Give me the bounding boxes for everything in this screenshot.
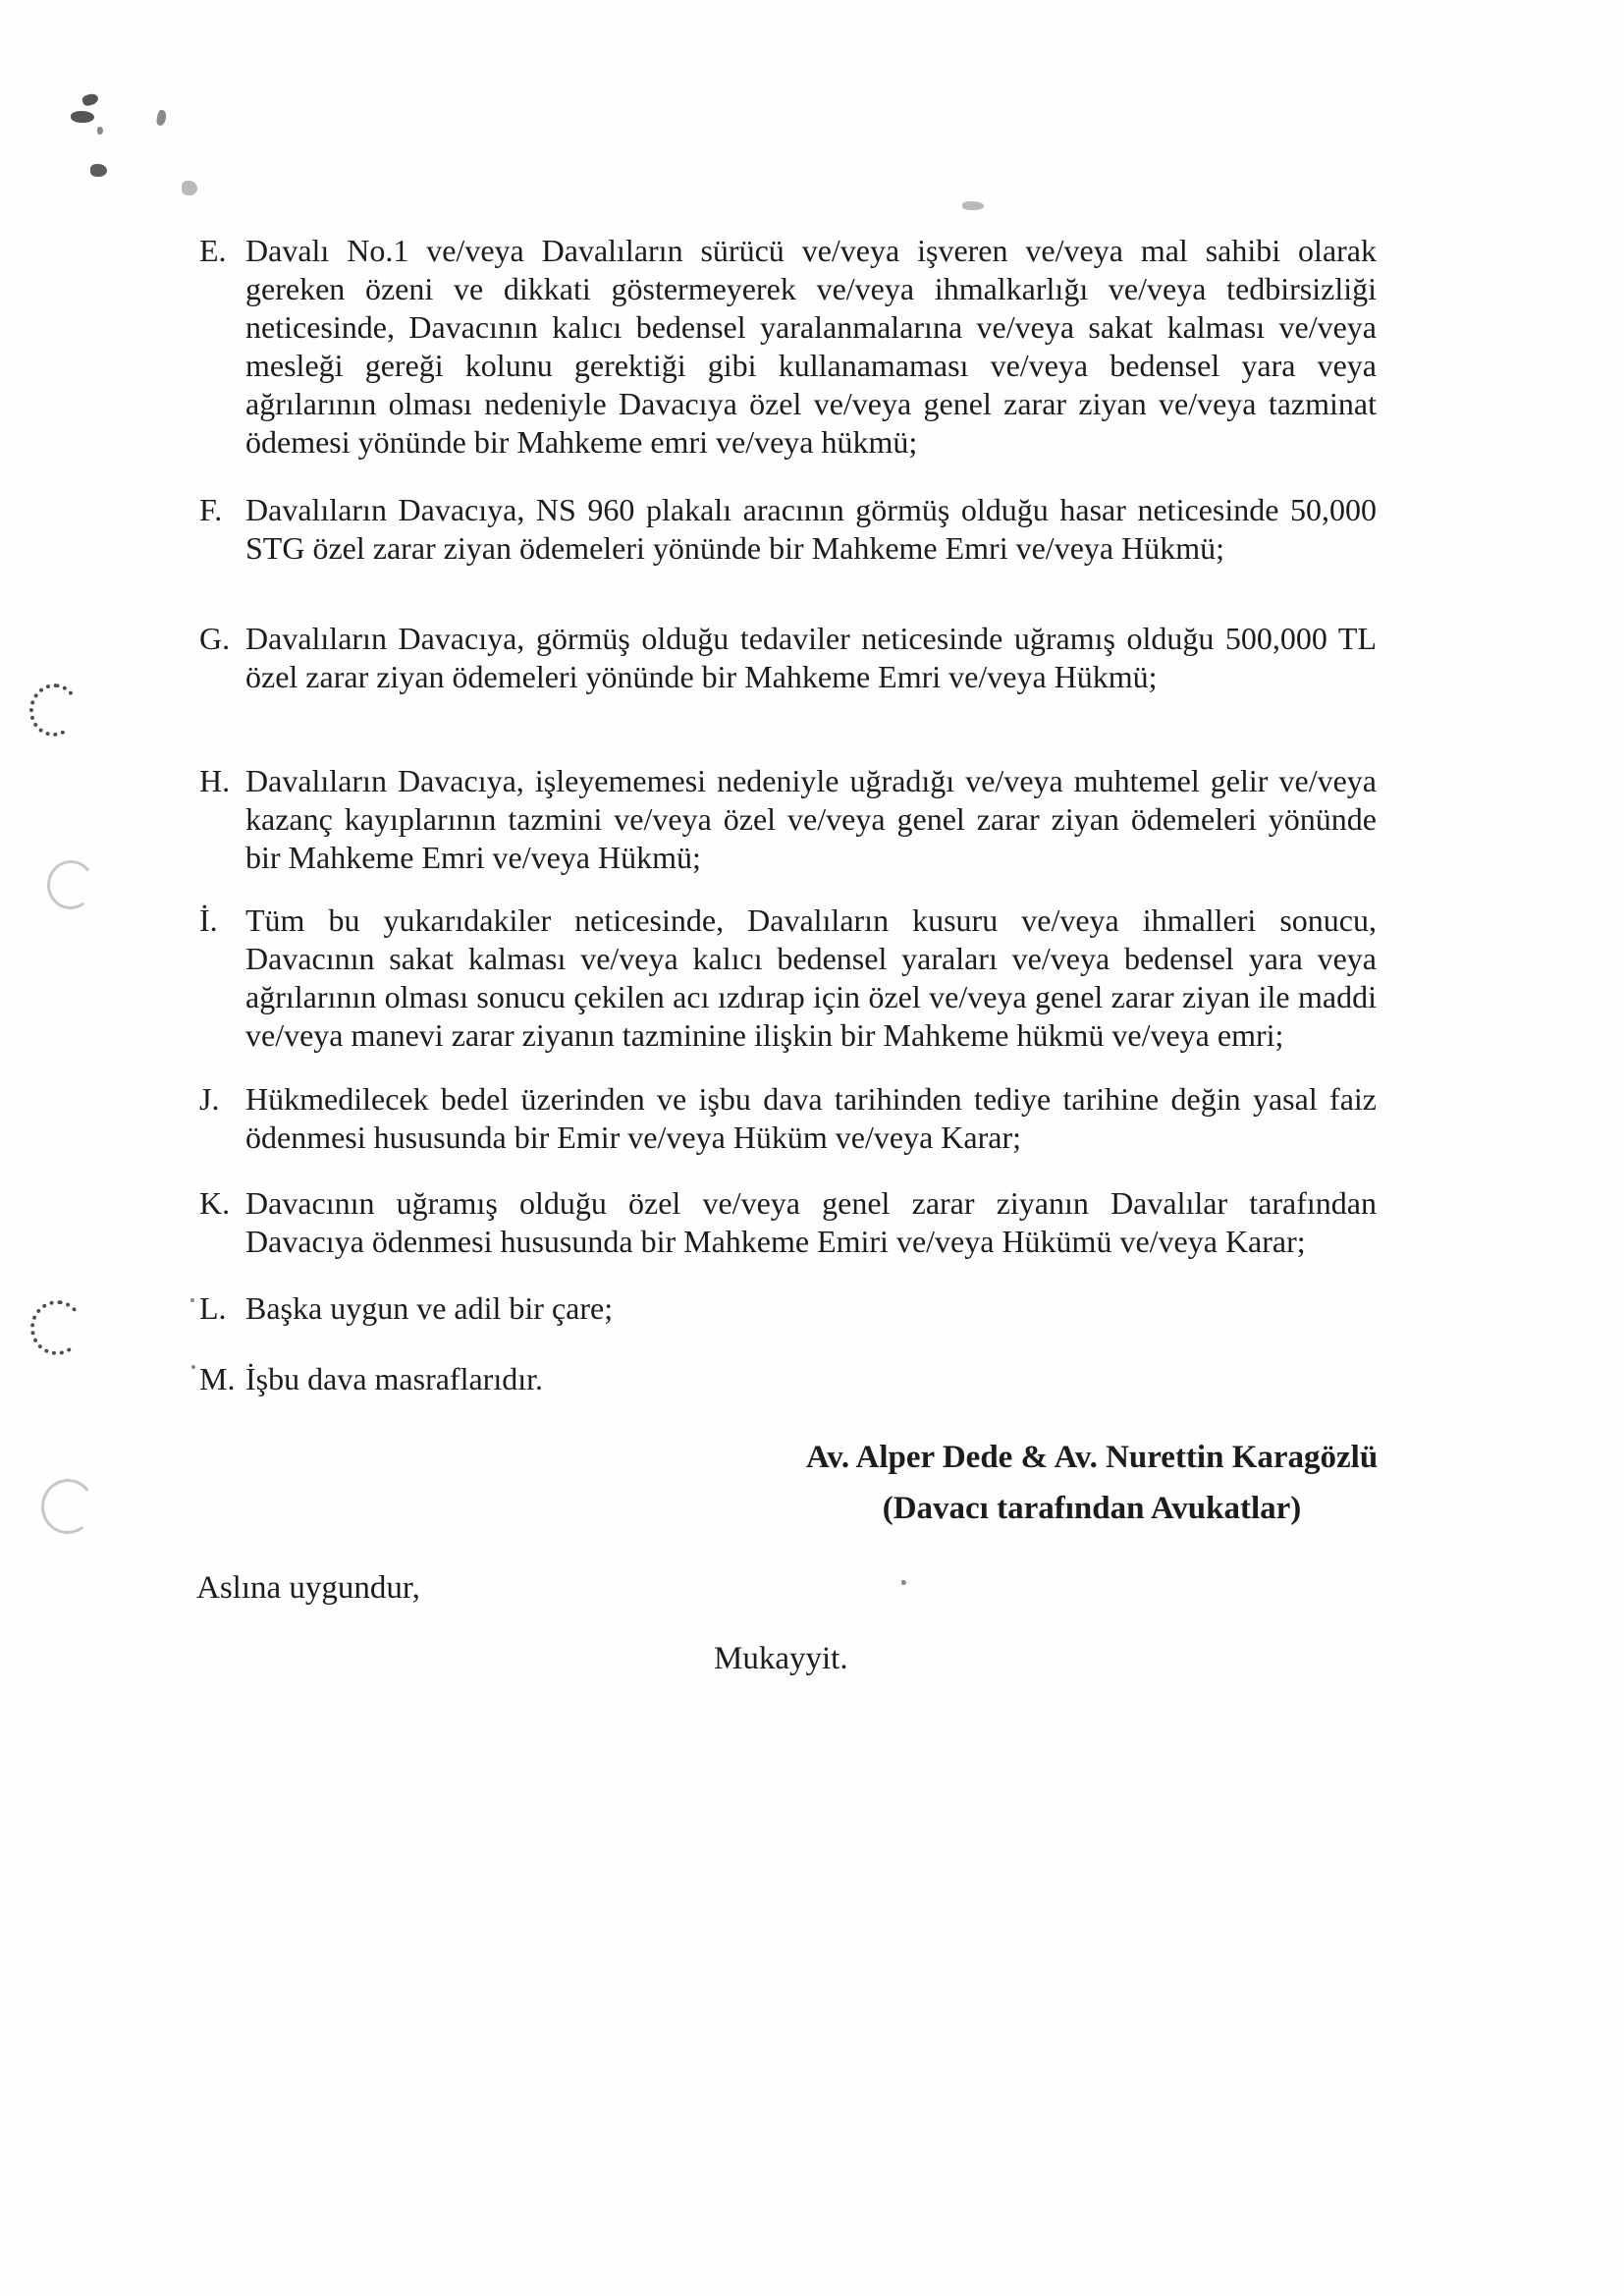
scan-ring-mark: [26, 681, 81, 739]
scan-ring-mark: [27, 1297, 86, 1359]
list-item: [199, 491, 1377, 568]
item-label: H.: [199, 763, 231, 798]
item-text: Hükmedilecek bedel üzerinden ve işbu dava tarihinden tediye tarihine değin yasal faiz ödenmesi hususunda bir Emir ve/veya Hüküm ve/veya Karar;: [245, 1081, 1377, 1155]
registrar-text: Mukayyit.: [714, 1641, 848, 1676]
item-text: Başka uygun ve adil bir çare;: [245, 1290, 614, 1326]
list-item: [199, 902, 1377, 1055]
scan-ring-mark: [44, 857, 97, 912]
item-label: J.: [199, 1081, 220, 1117]
item-label: F.: [199, 492, 223, 527]
scan-speck: [90, 164, 107, 177]
attorneys-names: Av. Alper Dede & Av. Nurettin Karagözlü: [805, 1440, 1379, 1475]
item-text: Tüm bu yukarıdakiler neticesinde, Davalıların kusuru ve/veya ihmalleri sonucu, Davacının sakat kalması ve/veya kalıcı bedensel yaraları ve/veya bedensel yara veya ağrılarının olması sonucu çekilen acı ızdırap için özel ve/veya genel zarar ziyan ile maddi ve/veya manevi zarar ziyanın tazminine ilişkin bir Mahkeme hükmü ve/veya emri;: [245, 902, 1377, 1053]
item-label: İ.: [199, 902, 218, 938]
list-item: [199, 232, 1377, 462]
item-text: Davacının uğramış olduğu özel ve/veya genel zarar ziyanın Davalılar tarafından Davacıya ödenmesi hususunda bir Mahkeme Emiri ve/veya Hükümü ve/veya Karar;: [245, 1185, 1377, 1259]
list-item: [199, 1080, 1377, 1157]
item-text: Davalıların Davacıya, görmüş olduğu tedaviler neticesinde uğramış olduğu 500,000 TL özel zarar ziyan ödemeleri yönünde bir Mahkeme Emri ve/veya Hükmü;: [245, 621, 1377, 694]
scan-speck: [81, 92, 100, 107]
list-item: [199, 1360, 1377, 1398]
scan-speck: [97, 127, 103, 135]
list-item: [199, 620, 1377, 696]
item-text: Davalı No.1 ve/veya Davalıların sürücü ve/veya işveren ve/veya mal sahibi olarak gereken özeni ve dikkati göstermeyerek ve/veya ihmalkarlığı ve/veya tedbirsizliği neticesinde, Davacının kalıcı bedensel yaralanmalarına ve/veya sakat kalması ve/veya mesleği gereği kolunu gerektiği gibi kullanamaması ve/veya bedensel yara veya ağrılarının olması nedeniyle Davacıya özel ve/veya genel zarar ziyan ve/veya tazminat ödemesi yönünde bir Mahkeme emri ve/veya hükmü;: [245, 233, 1377, 460]
item-label: E.: [199, 233, 227, 268]
scan-smudge: [962, 201, 984, 210]
item-label: G.: [199, 621, 231, 656]
scan-smudge: [182, 181, 197, 195]
scan-speck: [71, 111, 94, 123]
scan-speck: [901, 1580, 906, 1585]
item-label: L.: [199, 1290, 227, 1326]
certification-text: Aslına uygundur,: [196, 1570, 420, 1606]
list-item: [199, 1289, 1377, 1328]
list-item: [199, 1184, 1377, 1261]
item-label: M.: [199, 1361, 236, 1396]
scan-speck: [190, 1298, 194, 1302]
scan-speck: [155, 109, 167, 127]
scan-ring-mark: [37, 1476, 97, 1538]
item-text: Davalıların Davacıya, NS 960 plakalı aracının görmüş olduğu hasar neticesinde 50,000 STG özel zarar ziyan ödemeleri yönünde bir Mahkeme Emri ve/veya Hükmü;: [245, 492, 1377, 566]
list-item: [199, 762, 1377, 877]
item-label: K.: [199, 1185, 231, 1221]
scan-speck: [191, 1365, 195, 1369]
item-text: İşbu dava masraflarıdır.: [245, 1361, 543, 1396]
item-text: Davalıların Davacıya, işleyememesi nedeniyle uğradığı ve/veya muhtemel gelir ve/veya kazanç kayıplarının tazmini ve/veya özel ve/veya genel zarar ziyan ödemeleri yönünde bir Mahkeme Emri ve/veya Hükmü;: [245, 763, 1377, 875]
signature-block: [797, 1432, 1386, 1534]
attorneys-role: (Davacı tarafından Avukatlar): [882, 1491, 1302, 1526]
